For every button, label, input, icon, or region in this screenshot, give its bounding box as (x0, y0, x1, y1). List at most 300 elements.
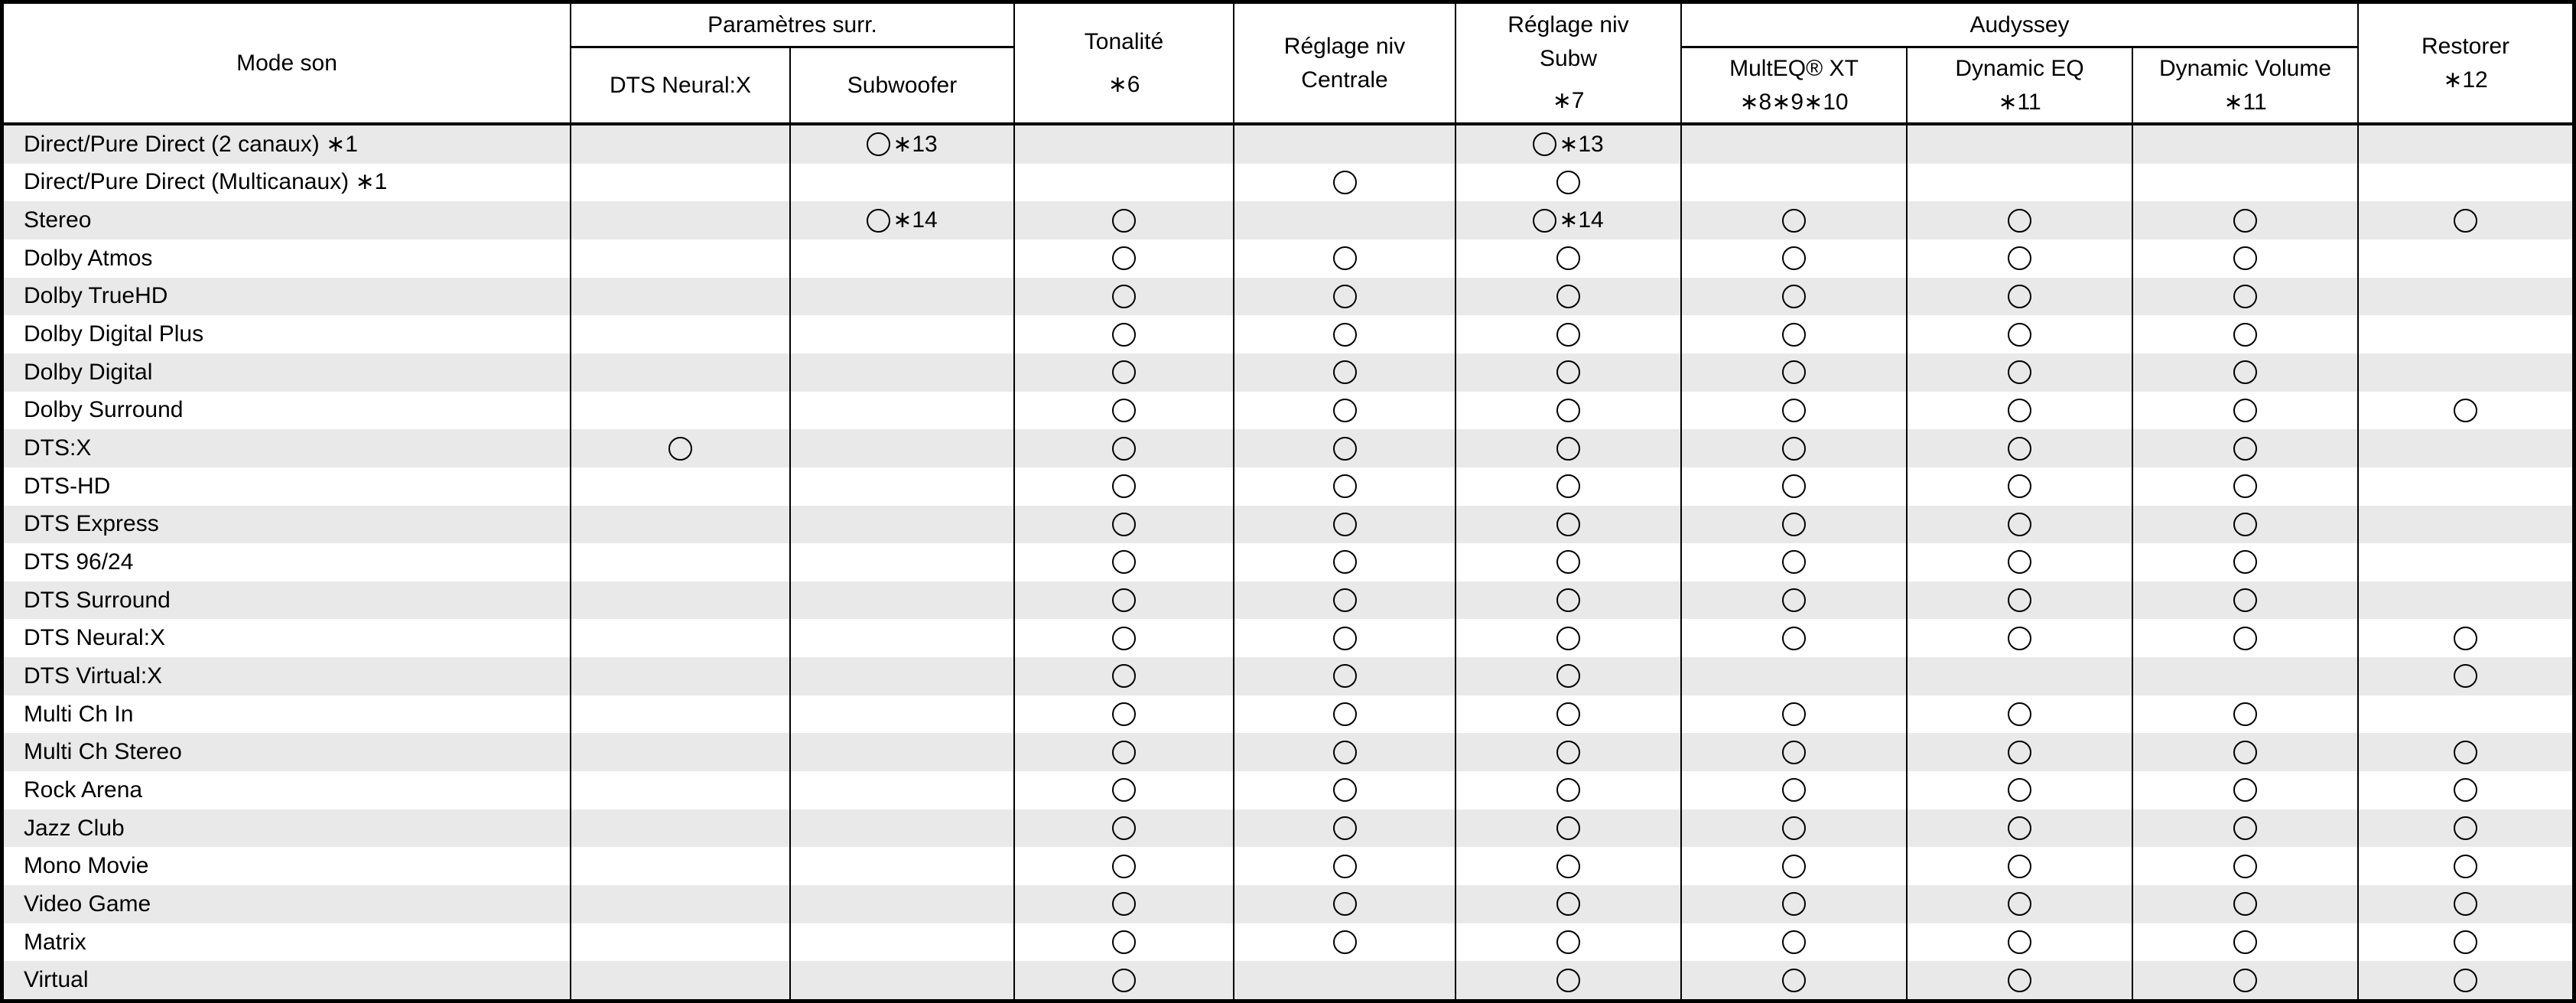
cell-reglage_centrale (1234, 164, 1456, 202)
cell-reglage_subw (1456, 506, 1682, 544)
circle-mark (1782, 741, 1806, 764)
header-group-audyssey (1682, 4, 2359, 48)
cell-reglage_subw (1456, 278, 1682, 316)
row-label-cell (4, 581, 571, 620)
cell-reglage_centrale (1234, 657, 1456, 695)
cell-reglage_subw (1456, 239, 1682, 278)
circle-mark (2008, 702, 2031, 726)
circle-mark (1112, 513, 1136, 536)
cell-reglage_centrale (1234, 847, 1456, 885)
sound-mode-name: DTS-HD (24, 473, 111, 499)
header-mode-son-label: Mode son (236, 50, 337, 76)
circle-mark (1556, 969, 1580, 992)
circle-mark (2233, 741, 2257, 764)
cell-reglage_centrale (1234, 695, 1456, 734)
cell-reglage_subw (1456, 961, 1682, 999)
cell-dts_neural_x (571, 506, 791, 544)
cell-reglage_centrale (1234, 885, 1456, 923)
cell-restorer (2359, 506, 2572, 544)
circle-mark (2008, 892, 2031, 916)
cell-dts_neural_x (571, 809, 791, 848)
sound-mode-name: Direct/Pure Direct (2 canaux) ∗1 (24, 131, 358, 157)
cell-dts_neural_x (571, 771, 791, 809)
cell-dts_neural_x (571, 619, 791, 657)
circle-mark (2233, 246, 2257, 270)
circle-mark (668, 437, 692, 461)
row-label-cell (4, 125, 571, 164)
header-reglage-niv-centrale-line1: Réglage niv (1283, 34, 1406, 59)
header-reglage-niv-subw (1456, 4, 1682, 125)
cell-dynamic_volume (2133, 771, 2359, 809)
circle-mark (1782, 246, 1806, 270)
circle-mark (1333, 930, 1357, 954)
circle-mark (1556, 399, 1580, 422)
circle-mark (1333, 702, 1357, 726)
circle-mark (1112, 778, 1136, 802)
cell-dynamic_volume (2133, 164, 2359, 202)
cell-subwoofer (791, 506, 1015, 544)
cell-restorer (2359, 467, 2572, 506)
sound-mode-name: Dolby Surround (24, 397, 184, 423)
header-group-parametres-surr-label: Paramètres surr. (707, 11, 877, 37)
circle-mark (2233, 816, 2257, 840)
cell-subwoofer (791, 923, 1015, 962)
sound-mode-name: Mono Movie (24, 853, 149, 879)
cell-multeq (1682, 239, 1908, 278)
circle-mark (1556, 778, 1580, 802)
cell-dynamic_volume (2133, 619, 2359, 657)
cell-multeq (1682, 201, 1908, 239)
cell-multeq (1682, 695, 1908, 734)
circle-mark (2454, 741, 2477, 764)
cell-dynamic_volume (2133, 543, 2359, 581)
circle-mark (1112, 209, 1136, 233)
row-label-cell (4, 885, 571, 923)
cell-restorer (2359, 239, 2572, 278)
cell-reglage_subw (1456, 543, 1682, 581)
circle-mark (2233, 627, 2257, 650)
circle-mark (1112, 664, 1136, 688)
sound-mode-name: DTS 96/24 (24, 549, 134, 575)
cell-subwoofer (791, 885, 1015, 923)
cell-reglage_centrale (1234, 239, 1456, 278)
circle-mark (1112, 741, 1136, 764)
circle-mark (2454, 627, 2477, 650)
circle-mark (2008, 627, 2031, 650)
cell-dynamic_eq (1908, 847, 2133, 885)
row-label-cell (4, 467, 571, 506)
cell-restorer (2359, 809, 2572, 848)
cell-multeq (1682, 315, 1908, 353)
circle-mark (1556, 930, 1580, 954)
cell-dynamic_volume (2133, 429, 2359, 467)
header-reglage-niv-centrale (1234, 4, 1456, 125)
circle-mark (2008, 855, 2031, 878)
cell-dts_neural_x (571, 125, 791, 164)
circle-mark (1782, 285, 1806, 308)
cell-tonalite (1015, 467, 1234, 506)
cell-dynamic_volume (2133, 201, 2359, 239)
circle-mark (2008, 588, 2031, 612)
row-label-cell (4, 657, 571, 695)
cell-reglage_centrale (1234, 429, 1456, 467)
circle-mark (1333, 323, 1357, 347)
footnote-ref: ∗14 (1559, 207, 1604, 233)
row-label-cell (4, 506, 571, 544)
circle-mark (1556, 741, 1580, 764)
cell-reglage_centrale (1234, 278, 1456, 316)
row-label-cell (4, 315, 571, 353)
header-group-parametres-surr (571, 4, 1015, 48)
cell-subwoofer (791, 961, 1015, 999)
circle-mark (2454, 816, 2477, 840)
cell-dynamic_volume (2133, 961, 2359, 999)
circle-mark (2008, 778, 2031, 802)
cell-restorer (2359, 961, 2572, 999)
cell-dynamic_eq (1908, 278, 2133, 316)
cell-reglage_centrale (1234, 809, 1456, 848)
cell-restorer (2359, 923, 2572, 962)
circle-mark (2233, 323, 2257, 347)
circle-mark (1533, 132, 1556, 156)
cell-reglage_centrale (1234, 771, 1456, 809)
cell-tonalite (1015, 315, 1234, 353)
circle-mark (1333, 513, 1357, 536)
cell-multeq (1682, 733, 1908, 771)
cell-reglage_centrale (1234, 506, 1456, 544)
cell-reglage_subw (1456, 315, 1682, 353)
circle-mark (1556, 513, 1580, 536)
circle-mark (2454, 399, 2477, 422)
cell-tonalite (1015, 771, 1234, 809)
cell-reglage_centrale (1234, 543, 1456, 581)
cell-subwoofer (791, 392, 1015, 430)
circle-mark (1112, 588, 1136, 612)
cell-subwoofer (791, 543, 1015, 581)
footnote-ref: ∗14 (893, 207, 938, 233)
cell-dynamic_eq (1908, 581, 2133, 620)
cell-subwoofer (791, 771, 1015, 809)
sound-mode-name: Direct/Pure Direct (Multicanaux) ∗1 (24, 169, 388, 195)
cell-reglage_subw (1456, 847, 1682, 885)
cell-dynamic_eq (1908, 506, 2133, 544)
circle-mark (2233, 855, 2257, 878)
cell-restorer (2359, 847, 2572, 885)
cell-restorer (2359, 392, 2572, 430)
header-dynamic-volume-footnote: ∗11 (2223, 89, 2267, 115)
sound-mode-name: Dolby Atmos (24, 245, 153, 271)
cell-multeq (1682, 164, 1908, 202)
circle-mark (1556, 474, 1580, 498)
circle-mark (1333, 360, 1357, 384)
cell-reglage_centrale (1234, 961, 1456, 999)
cell-tonalite (1015, 619, 1234, 657)
cell-subwoofer (791, 125, 1015, 164)
sound-mode-name: Multi Ch In (24, 701, 134, 727)
cell-multeq (1682, 125, 1908, 164)
cell-dynamic_volume (2133, 506, 2359, 544)
circle-mark (1782, 209, 1806, 233)
cell-dynamic_eq (1908, 657, 2133, 695)
cell-dynamic_eq (1908, 392, 2133, 430)
header-multeq-xt-footnote: ∗8∗9∗10 (1739, 89, 1849, 115)
cell-dynamic_volume (2133, 581, 2359, 620)
cell-dynamic_eq (1908, 543, 2133, 581)
circle-mark (1556, 171, 1580, 194)
cell-dynamic_volume (2133, 353, 2359, 392)
cell-subwoofer (791, 278, 1015, 316)
cell-restorer (2359, 619, 2572, 657)
header-restorer-footnote: ∗12 (2443, 67, 2488, 93)
cell-restorer (2359, 315, 2572, 353)
circle-mark (1556, 588, 1580, 612)
circle-mark (1556, 285, 1580, 308)
circle-mark (1333, 437, 1357, 461)
circle-mark (2454, 209, 2477, 233)
header-multeq-xt (1682, 48, 1908, 125)
circle-mark (1112, 702, 1136, 726)
circle-mark (2008, 550, 2031, 574)
row-label-cell (4, 961, 571, 999)
cell-restorer (2359, 695, 2572, 734)
cell-dts_neural_x (571, 733, 791, 771)
cell-dts_neural_x (571, 164, 791, 202)
cell-tonalite (1015, 657, 1234, 695)
circle-mark (1782, 930, 1806, 954)
circle-mark (1556, 855, 1580, 878)
cell-dts_neural_x (571, 581, 791, 620)
circle-mark (2008, 399, 2031, 422)
cell-reglage_subw (1456, 923, 1682, 962)
circle-mark (1556, 664, 1580, 688)
cell-restorer (2359, 657, 2572, 695)
cell-restorer (2359, 771, 2572, 809)
circle-mark (2233, 892, 2257, 916)
circle-mark (1556, 892, 1580, 916)
circle-mark (2008, 930, 2031, 954)
row-label-cell (4, 847, 571, 885)
cell-restorer (2359, 733, 2572, 771)
circle-mark (1333, 816, 1357, 840)
circle-mark (1782, 437, 1806, 461)
circle-mark (1556, 550, 1580, 574)
cell-tonalite (1015, 239, 1234, 278)
header-dts-neural-x (571, 48, 791, 125)
cell-multeq (1682, 885, 1908, 923)
cell-dts_neural_x (571, 961, 791, 999)
header-subwoofer-label: Subwoofer (847, 72, 958, 98)
cell-tonalite (1015, 733, 1234, 771)
cell-tonalite (1015, 581, 1234, 620)
cell-tonalite (1015, 923, 1234, 962)
cell-reglage_subw (1456, 885, 1682, 923)
cell-restorer (2359, 164, 2572, 202)
header-tonalite (1015, 4, 1234, 125)
header-restorer-label: Restorer (2421, 34, 2510, 59)
cell-multeq (1682, 961, 1908, 999)
circle-mark (2233, 474, 2257, 498)
circle-mark (1333, 627, 1357, 650)
row-label-cell (4, 353, 571, 392)
cell-subwoofer (791, 239, 1015, 278)
row-label-cell (4, 201, 571, 239)
circle-mark (1333, 399, 1357, 422)
row-label-cell (4, 239, 571, 278)
cell-multeq (1682, 771, 1908, 809)
row-label-cell (4, 923, 571, 962)
footnote-ref: ∗13 (1559, 131, 1604, 157)
header-reglage-niv-centrale-line2: Centrale (1301, 67, 1388, 93)
circle-mark (2008, 209, 2031, 233)
header-dynamic-eq-footnote: ∗11 (1998, 89, 2041, 115)
row-label-cell (4, 392, 571, 430)
circle-mark (1556, 323, 1580, 347)
cell-dynamic_volume (2133, 885, 2359, 923)
circle-mark (1333, 892, 1357, 916)
cell-restorer (2359, 581, 2572, 620)
cell-multeq (1682, 923, 1908, 962)
cell-multeq (1682, 429, 1908, 467)
cell-subwoofer (791, 581, 1015, 620)
cell-dts_neural_x (571, 392, 791, 430)
cell-reglage_subw (1456, 619, 1682, 657)
circle-mark (1112, 437, 1136, 461)
circle-mark (1782, 588, 1806, 612)
cell-reglage_subw (1456, 733, 1682, 771)
cell-multeq (1682, 581, 1908, 620)
circle-mark (1112, 816, 1136, 840)
cell-restorer (2359, 429, 2572, 467)
circle-mark (1112, 474, 1136, 498)
cell-dynamic_volume (2133, 239, 2359, 278)
cell-subwoofer (791, 315, 1015, 353)
circle-mark (1112, 246, 1136, 270)
circle-mark (1112, 627, 1136, 650)
cell-tonalite (1015, 392, 1234, 430)
cell-subwoofer (791, 657, 1015, 695)
cell-dynamic_eq (1908, 353, 2133, 392)
circle-mark (1782, 323, 1806, 347)
row-label-cell (4, 771, 571, 809)
header-dts-neural-x-label: DTS Neural:X (609, 72, 752, 98)
circle-mark (2008, 513, 2031, 536)
circle-mark (1112, 323, 1136, 347)
cell-dynamic_eq (1908, 885, 2133, 923)
circle-mark (1333, 664, 1357, 688)
cell-dynamic_volume (2133, 467, 2359, 506)
header-dynamic-volume-label: Dynamic Volume (2158, 56, 2332, 81)
row-label-cell (4, 619, 571, 657)
cell-subwoofer (791, 201, 1015, 239)
cell-reglage_centrale (1234, 201, 1456, 239)
circle-mark (867, 132, 890, 156)
cell-reglage_subw (1456, 467, 1682, 506)
cell-tonalite (1015, 885, 1234, 923)
cell-dts_neural_x (571, 885, 791, 923)
cell-reglage_subw (1456, 164, 1682, 202)
cell-dts_neural_x (571, 278, 791, 316)
cell-subwoofer (791, 695, 1015, 734)
cell-reglage_subw (1456, 201, 1682, 239)
circle-mark (2008, 741, 2031, 764)
header-restorer (2359, 4, 2572, 125)
cell-multeq (1682, 353, 1908, 392)
circle-mark (1333, 855, 1357, 878)
cell-reglage_centrale (1234, 619, 1456, 657)
cell-dts_neural_x (571, 429, 791, 467)
header-group-audyssey-label: Audyssey (1969, 11, 2070, 37)
cell-subwoofer (791, 809, 1015, 848)
circle-mark (2233, 285, 2257, 308)
cell-dts_neural_x (571, 353, 791, 392)
cell-tonalite (1015, 353, 1234, 392)
sound-mode-name: Stereo (24, 207, 92, 233)
circle-mark (2233, 360, 2257, 384)
circle-mark (2008, 246, 2031, 270)
row-label-cell (4, 809, 571, 848)
cell-subwoofer (791, 733, 1015, 771)
circle-mark (2454, 778, 2477, 802)
sound-mode-name: DTS Express (24, 511, 159, 537)
cell-dynamic_eq (1908, 619, 2133, 657)
cell-restorer (2359, 353, 2572, 392)
cell-multeq (1682, 392, 1908, 430)
circle-mark (2233, 209, 2257, 233)
cell-reglage_subw (1456, 581, 1682, 620)
circle-mark (2008, 285, 2031, 308)
row-label-cell (4, 164, 571, 202)
circle-mark (2233, 930, 2257, 954)
cell-subwoofer (791, 619, 1015, 657)
cell-reglage_subw (1456, 809, 1682, 848)
cell-restorer (2359, 278, 2572, 316)
cell-reglage_centrale (1234, 353, 1456, 392)
cell-restorer (2359, 125, 2572, 164)
cell-multeq (1682, 278, 1908, 316)
circle-mark (1333, 246, 1357, 270)
sound-mode-name: Dolby TrueHD (24, 283, 168, 309)
circle-mark (1782, 816, 1806, 840)
cell-reglage_centrale (1234, 467, 1456, 506)
cell-subwoofer (791, 164, 1015, 202)
sound-mode-name: DTS Neural:X (24, 625, 166, 651)
header-reglage-niv-subw-line1: Réglage niv (1508, 12, 1629, 38)
circle-mark (1333, 741, 1357, 764)
circle-mark (2233, 588, 2257, 612)
cell-dts_neural_x (571, 467, 791, 506)
circle-mark (2233, 969, 2257, 992)
cell-dynamic_volume (2133, 695, 2359, 734)
circle-mark (2008, 969, 2031, 992)
cell-tonalite (1015, 429, 1234, 467)
cell-dynamic_volume (2133, 847, 2359, 885)
circle-mark (1556, 246, 1580, 270)
cell-dynamic_eq (1908, 164, 2133, 202)
circle-mark (1112, 399, 1136, 422)
cell-multeq (1682, 467, 1908, 506)
cell-tonalite (1015, 847, 1234, 885)
circle-mark (1333, 171, 1357, 194)
cell-dts_neural_x (571, 201, 791, 239)
circle-mark (2008, 474, 2031, 498)
circle-mark (1782, 855, 1806, 878)
cell-dts_neural_x (571, 695, 791, 734)
circle-mark (1333, 588, 1357, 612)
cell-tonalite (1015, 125, 1234, 164)
cell-multeq (1682, 847, 1908, 885)
circle-mark (1112, 855, 1136, 878)
header-multeq-xt-label: MultEQ® XT (1729, 56, 1859, 81)
